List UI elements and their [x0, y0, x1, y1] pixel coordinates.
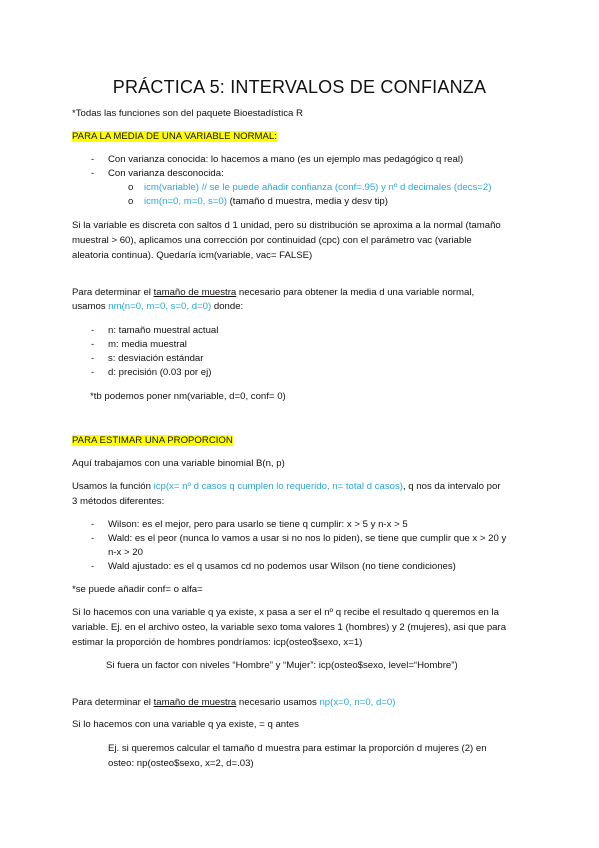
dash-bullet: - — [91, 325, 95, 336]
highlighted-heading: PARA LA MEDIA DE UNA VARIABLE NORMAL: — [72, 131, 277, 142]
method-item-wald: Wald: es el peor (nunca lo vamos a usar si no nos lo piden), se tiene que cumplir que x > 20 y — [108, 533, 507, 544]
paragraph-line — [72, 481, 501, 493]
paragraph-line: estimar la proporción de hombres pondríamos: icp(osteo$sexo, x=1) — [72, 637, 363, 648]
sub-item-icm-variable — [144, 182, 491, 194]
underlined-term: tamaño de muestra — [153, 697, 237, 708]
highlighted-heading: PARA ESTIMAR UNA PROPORCION — [72, 435, 233, 446]
paragraph-line: Aquí trabajamos con una variable binomial B(n, p) — [72, 458, 285, 469]
dash-bullet: - — [91, 519, 95, 530]
dash-bullet: - — [91, 339, 95, 350]
code-snippet: icm(variable) // se le puede añadir confianza (conf=.95) y nº d decimales (decs=2) — [144, 182, 492, 193]
dash-bullet: - — [91, 533, 95, 544]
sub-item-text: (tamaño d muestra, media y desv tip) — [226, 196, 388, 207]
paragraph-line: variable. Ej. en el archivo osteo, la variable sexo toma valores 1 (hombres) y 2 (mujeres), asi que para — [72, 622, 507, 633]
page-title: PRÁCTICA 5: INTERVALOS DE CONFIANZA — [112, 77, 487, 97]
paragraph-line: muestral > 60), aplicamos una corrección por continuidad (cpc) con el parámetro vac (variable — [72, 235, 472, 246]
list-item-unknown-variance: Con varianza desconocida: — [108, 168, 224, 179]
method-item-wald-cont: n-x > 20 — [108, 547, 143, 558]
method-item-wald-adjusted: Wald ajustado: es el q usamos cd no podemos usar Wilson (no tiene condiciones) — [108, 561, 456, 572]
param-item: d: precisión (0.03 por ej) — [108, 367, 212, 378]
underlined-term: tamaño de muestra — [153, 287, 237, 298]
param-item: s: desviación estándar — [108, 353, 204, 364]
paragraph-line: Si lo hacemos con una variable q ya existe, x pasa a ser el nº q recibe el resultado q queremos en la — [72, 607, 499, 618]
text-run: , q nos da intervalo por — [402, 481, 501, 492]
text-run: usamos — [72, 301, 109, 312]
text-run: necesario para obtener la media d una variable normal, — [236, 287, 475, 298]
paragraph-line: 3 métodos diferentes: — [72, 496, 165, 507]
paragraph-line: Si lo hacemos con una variable q ya existe, = q antes — [72, 719, 299, 730]
text-run: necesario usamos — [236, 697, 320, 708]
dash-bullet: - — [91, 154, 95, 165]
alfa-note: *se puede añadir conf= o alfa= — [72, 584, 203, 595]
paragraph-line — [72, 287, 474, 299]
dash-bullet: - — [91, 367, 95, 378]
paragraph-line: Si la variable es discreta con saltos d 1 unidad, pero su distribución se aproxima a la normal (tamaño — [72, 220, 501, 231]
paragraph-line — [72, 301, 243, 313]
paragraph-line: aleatoria continua). Quedaría icm(variable, vac= FALSE) — [72, 250, 313, 261]
method-item-wilson: Wilson: es el mejor, pero para usarlo se tiene q cumplir: x > 5 y n-x > 5 — [108, 519, 408, 530]
text-run: Para determinar el — [72, 697, 154, 708]
dash-bullet: - — [91, 561, 95, 572]
example-line: Ej. si queremos calcular el tamaño d muestra para estimar la proporción d mujeres (2) en — [108, 743, 487, 754]
code-snippet: nm(n=0, m=0, s=0, d=0) — [108, 301, 212, 312]
code-snippet: np(x=0, n=0, d=0) — [319, 697, 396, 708]
text-run: Usamos la función — [72, 481, 154, 492]
intro-note: *Todas las funciones son del paquete Bioestadística R — [72, 108, 303, 119]
factor-example: Si fuera un factor con niveles “Hombre” y “Mujer”: icp(osteo$sexo, level=“Hombre”) — [106, 660, 458, 671]
sub-item-icm-params — [144, 196, 388, 208]
circle-bullet: o — [128, 196, 134, 207]
circle-bullet: o — [128, 182, 134, 193]
example-line: osteo: np(osteo$sexo, x=2, d=.03) — [108, 758, 254, 769]
code-snippet: icm(n=0, m=0, s=0) — [144, 196, 227, 207]
code-snippet: icp(x= nº d casos q cumplen lo requerido, n= total d casos) — [153, 481, 403, 492]
param-item: m: media muestral — [108, 339, 187, 350]
paragraph-line — [72, 697, 395, 709]
dash-bullet: - — [91, 353, 95, 364]
section-heading-proportion — [72, 435, 233, 447]
tb-note: *tb podemos poner nm(variable, d=0, conf= 0) — [90, 391, 286, 402]
section-heading-media — [72, 131, 277, 143]
text-run: Para determinar el — [72, 287, 154, 298]
text-run: donde: — [211, 301, 244, 312]
list-item-known-variance: Con varianza conocida: lo hacemos a mano (es un ejemplo mas pedagógico q real) — [108, 154, 464, 165]
dash-bullet: - — [91, 168, 95, 179]
param-item: n: tamaño muestral actual — [108, 325, 219, 336]
